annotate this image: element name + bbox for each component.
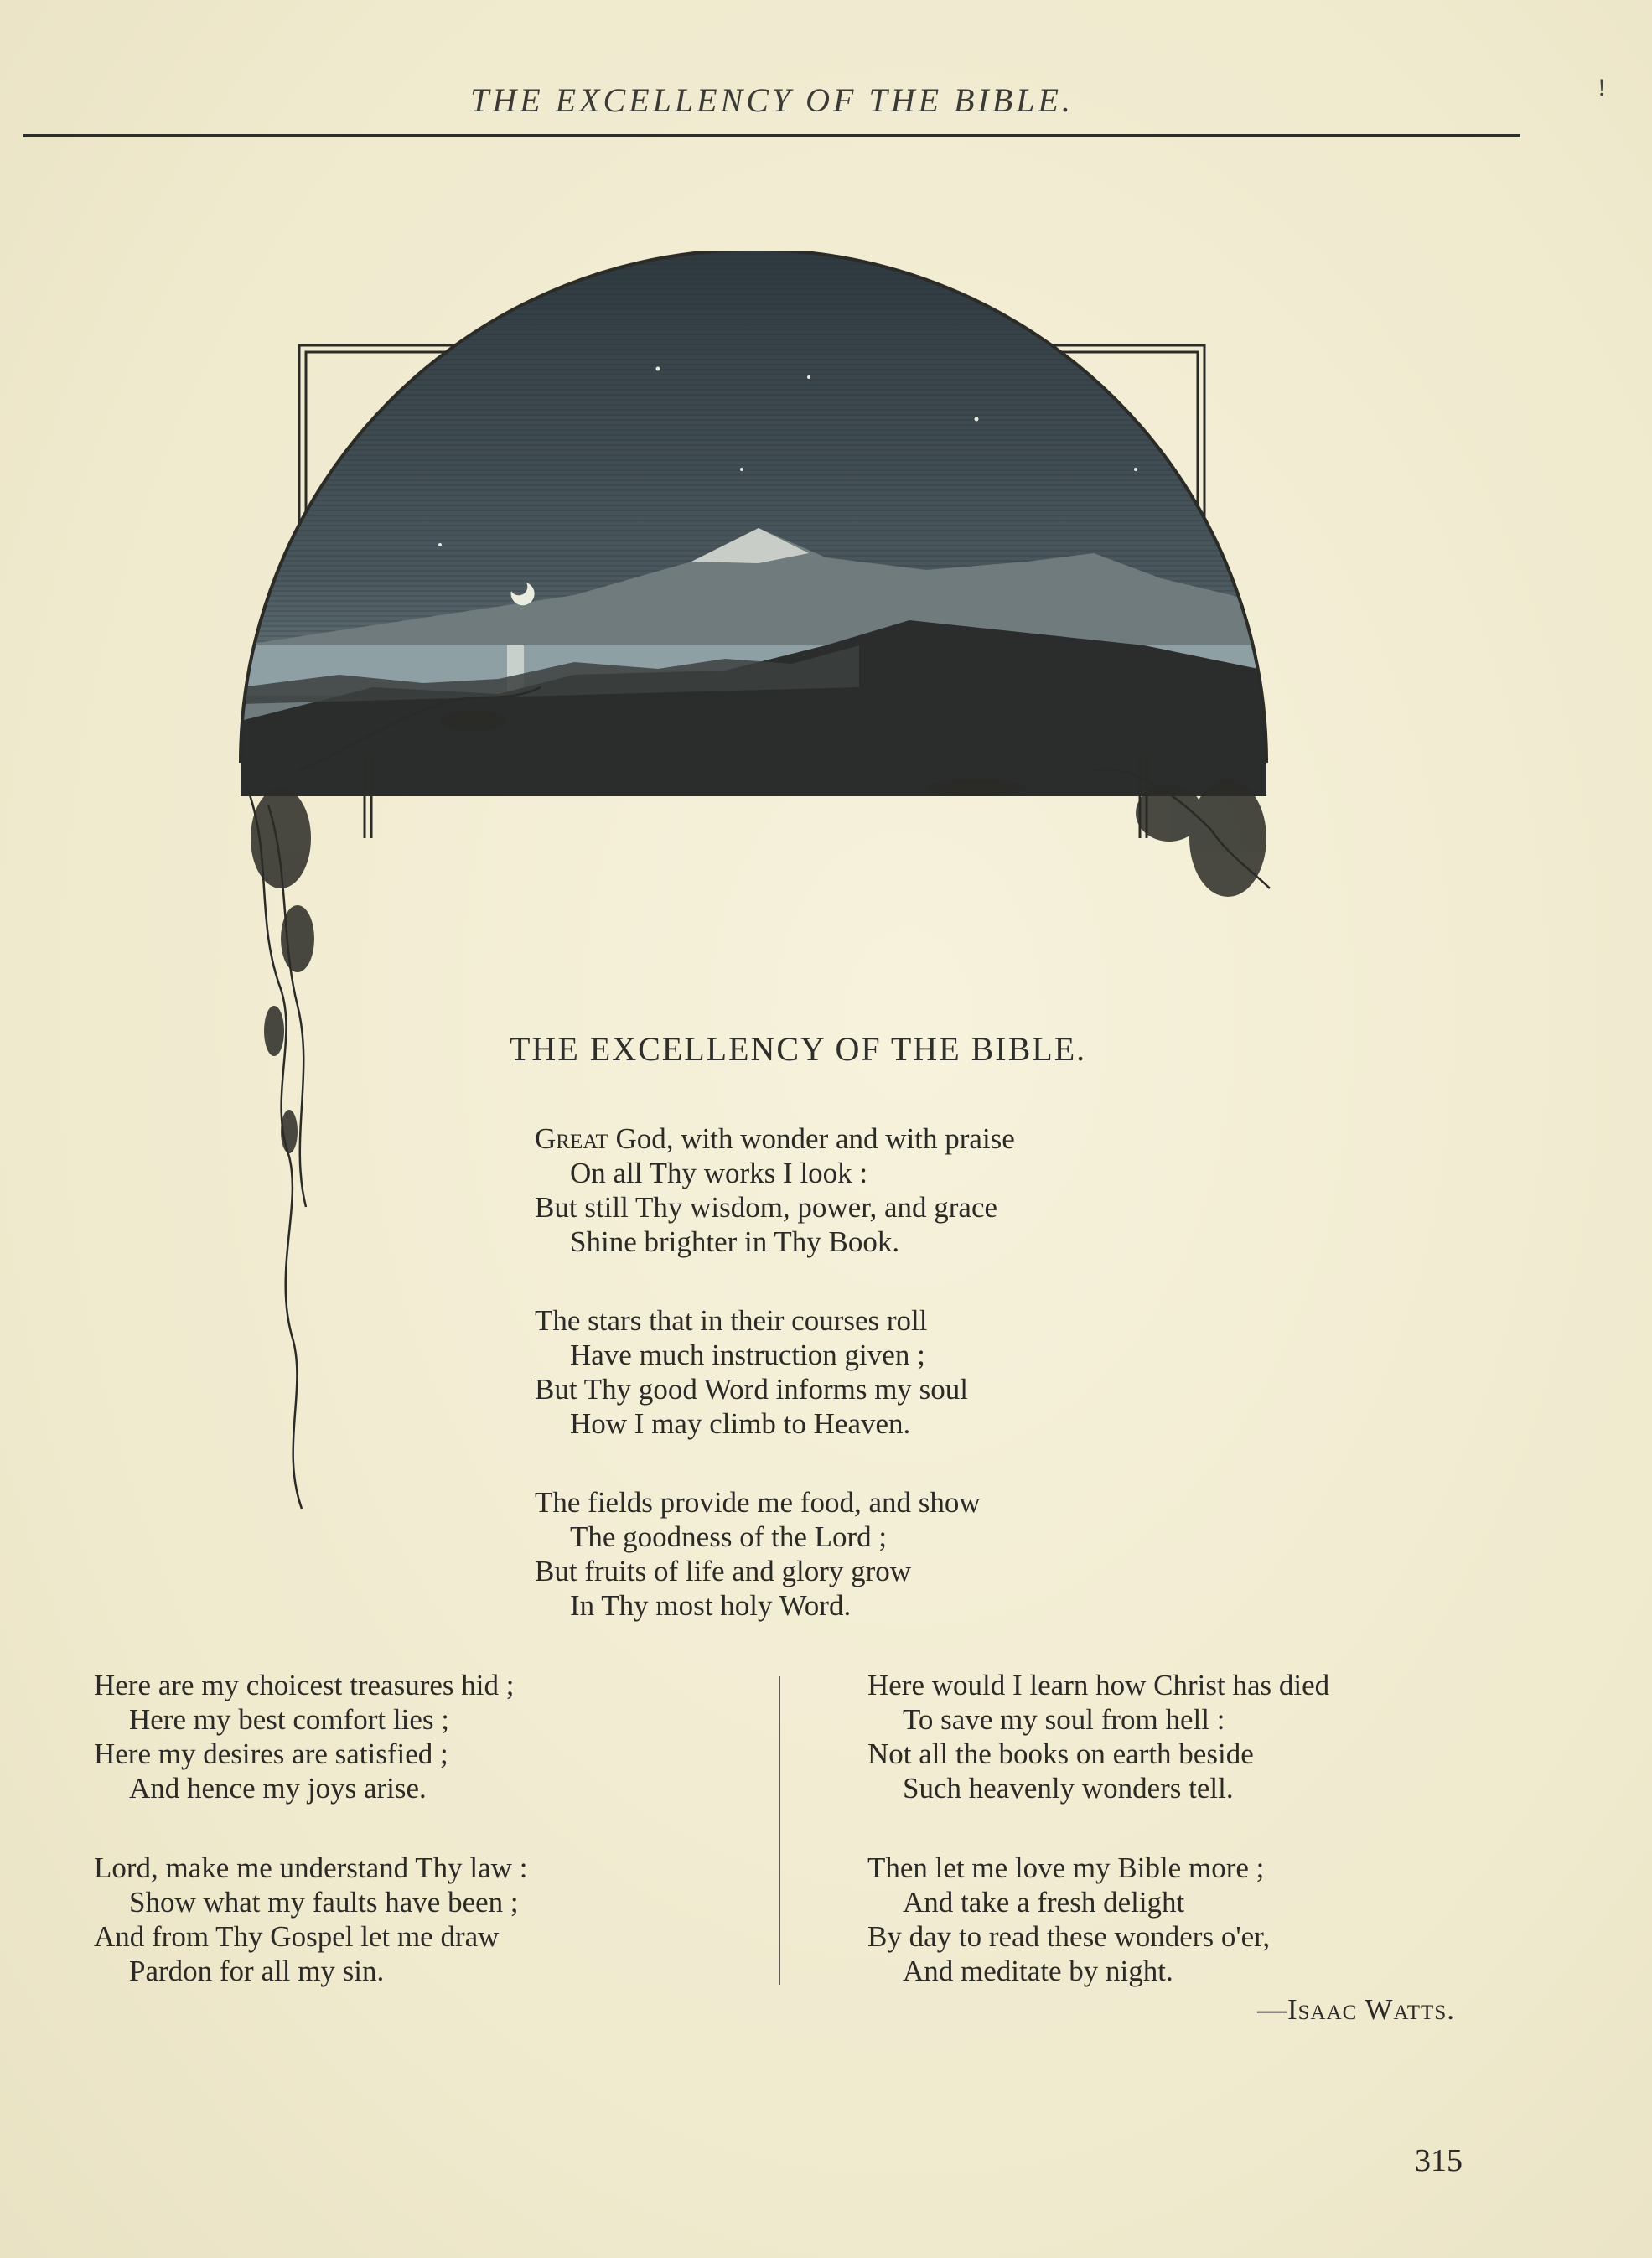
stanza-5 <box>94 1851 527 1988</box>
poem-line: Shine brighter in Thy Book. <box>570 1225 900 1258</box>
poem-line: And hence my joys arise. <box>129 1772 427 1805</box>
poem-line: The fields provide me food, and show <box>535 1486 981 1519</box>
poem-line: And from Thy Gospel let me draw <box>94 1920 500 1953</box>
stanza-6 <box>867 1668 1329 1805</box>
poem-line: And take a fresh delight <box>903 1886 1185 1919</box>
poem-line: And meditate by night. <box>903 1955 1173 1987</box>
poem-line: How I may climb to Heaven. <box>570 1407 911 1440</box>
poem-line: But still Thy wisdom, power, and grace <box>535 1191 998 1224</box>
small-caps-opening: Great <box>535 1122 608 1155</box>
running-head: THE EXCELLENCY OF THE BIBLE. <box>470 81 1074 119</box>
margin-mark: ! <box>1598 74 1606 101</box>
poem-line: Here my best comfort lies ; <box>129 1703 449 1736</box>
poem-line: Great God, with wonder and with praise <box>535 1122 1015 1155</box>
poem-line: Such heavenly wonders tell. <box>903 1772 1234 1805</box>
poem-line: The stars that in their courses roll <box>535 1304 928 1337</box>
poem-title: THE EXCELLENCY OF THE BIBLE. <box>510 1030 1087 1068</box>
poem-line: In Thy most holy Word. <box>570 1589 852 1622</box>
poem-line: Here would I learn how Christ has died <box>867 1669 1330 1701</box>
stanza-1 <box>535 1121 1015 1259</box>
poem-line: Have much instruction given ; <box>570 1339 925 1371</box>
poem-line: Here my desires are satisfied ; <box>94 1738 448 1770</box>
stanza-2 <box>535 1303 968 1441</box>
poem-line: By day to read these wonders o'er, <box>867 1920 1271 1953</box>
poem-line: To save my soul from hell : <box>903 1703 1225 1736</box>
page-number: 315 <box>1415 2143 1463 2178</box>
poem-line: Show what my faults have been ; <box>129 1886 519 1919</box>
poem-line: Here are my choicest treasures hid ; <box>94 1669 515 1701</box>
poem-line: Not all the books on earth beside <box>867 1738 1254 1770</box>
column-divider <box>779 1676 780 1985</box>
stanza-3 <box>535 1485 981 1623</box>
poem-line: But Thy good Word informs my soul <box>535 1373 969 1406</box>
poem-line: Then let me love my Bible more ; <box>867 1851 1265 1884</box>
poem-line: But fruits of life and glory grow <box>535 1555 912 1587</box>
stanza-7 <box>867 1851 1270 1988</box>
header-rule <box>23 134 1520 137</box>
poem-line: The goodness of the Lord ; <box>570 1520 888 1553</box>
poem-line: Pardon for all my sin. <box>129 1955 385 1987</box>
poem-line: On all Thy works I look : <box>570 1157 868 1189</box>
poem-line: Lord, make me understand Thy law : <box>94 1851 528 1884</box>
stanza-4 <box>94 1668 514 1805</box>
poem-attribution: —Isaac Watts. <box>1257 1993 1455 2026</box>
